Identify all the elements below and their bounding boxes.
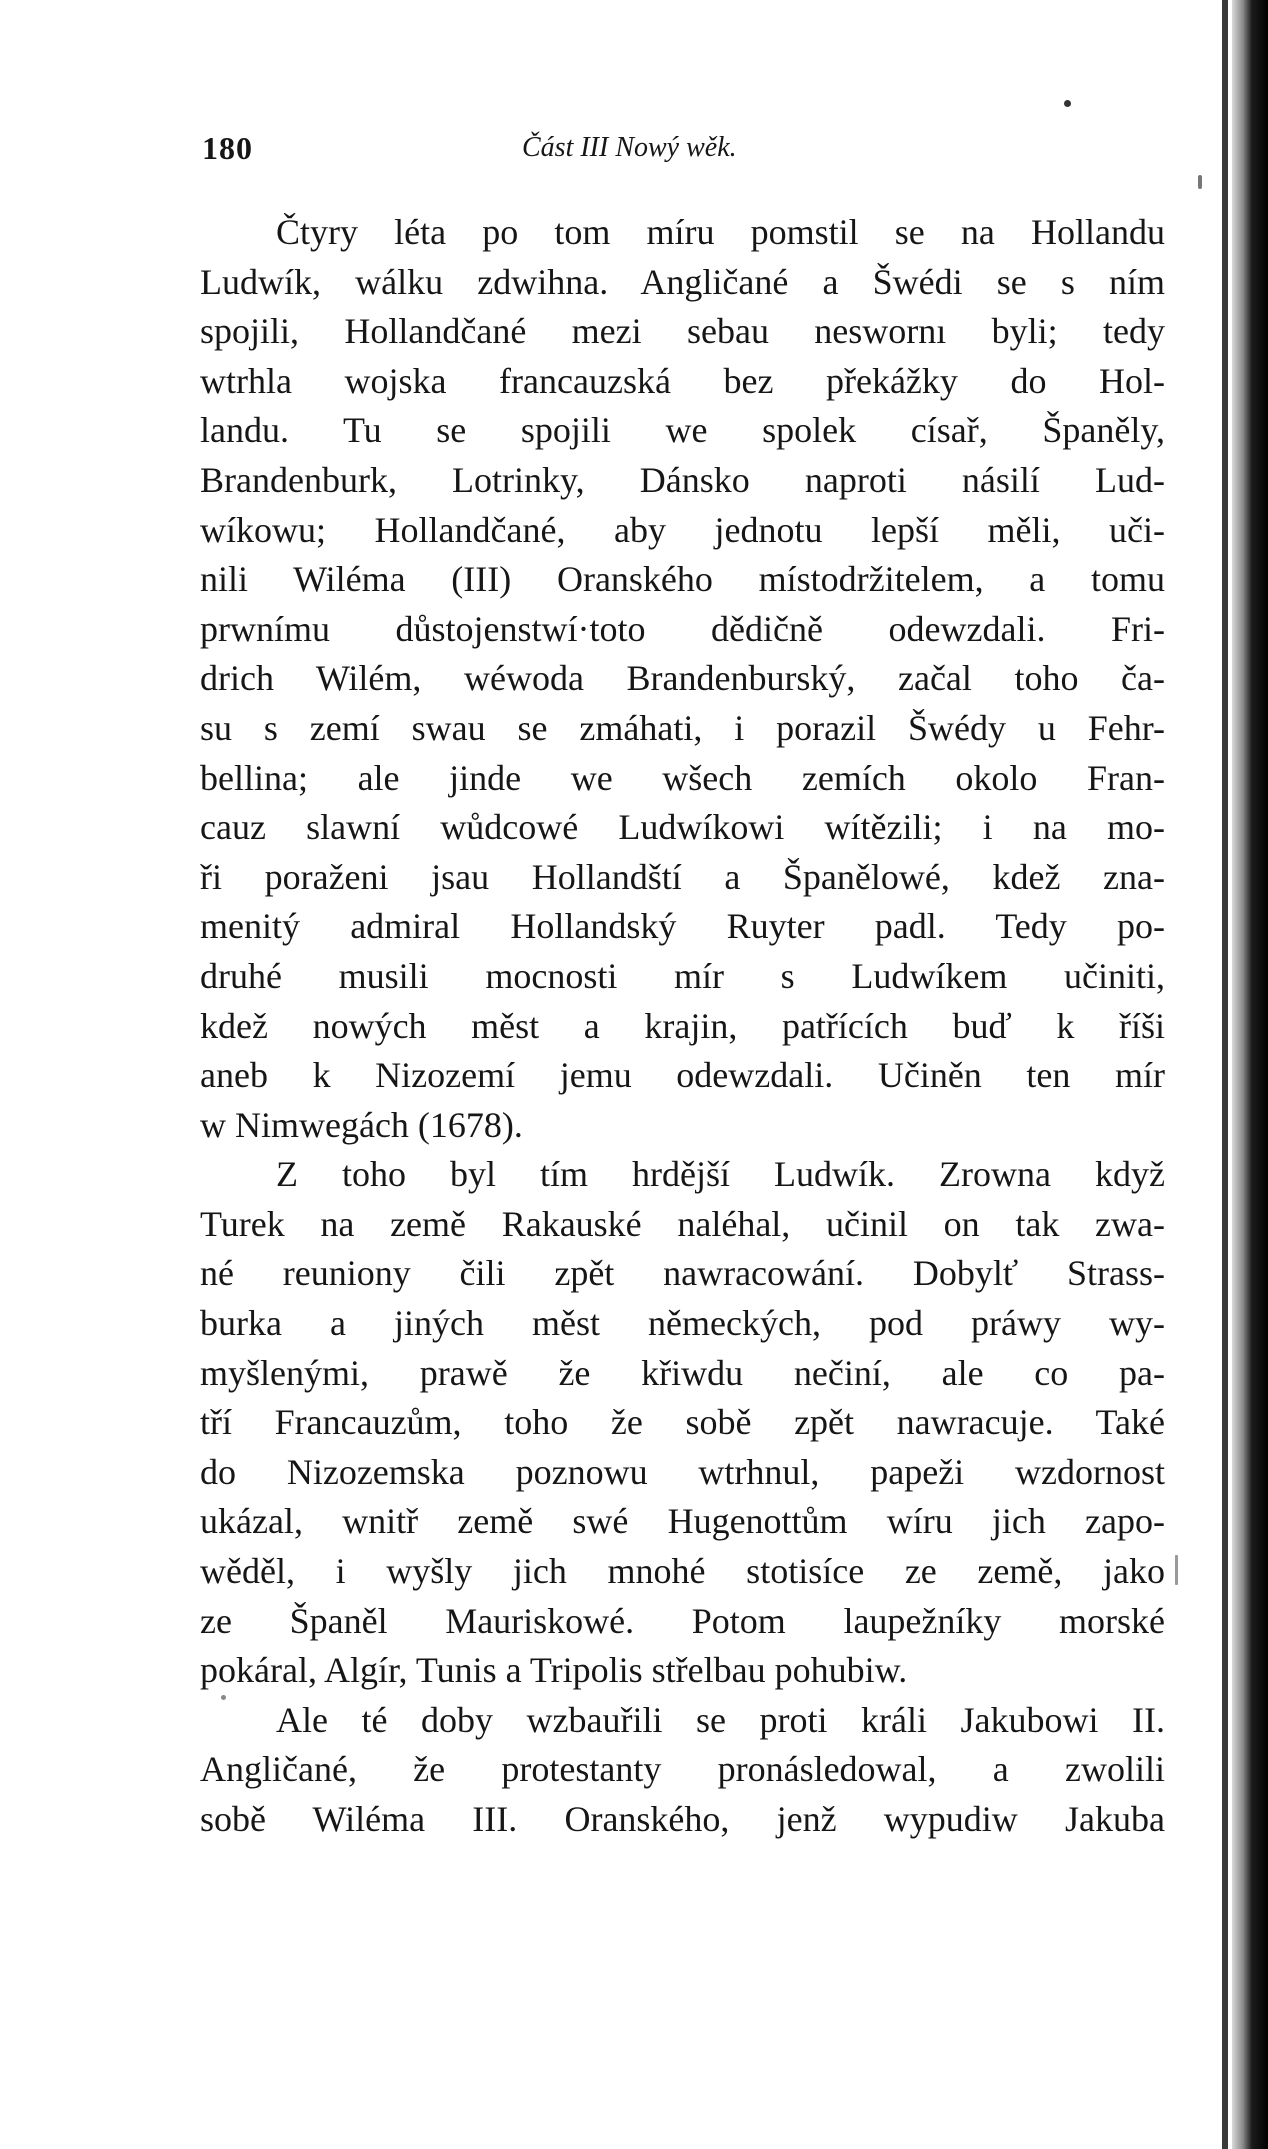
text-line: landu. Tu se spojili we spolek císař, Španěly, bbox=[200, 410, 1165, 451]
text-line: Z toho byl tím hrdější Ludwík. Zrowna když bbox=[276, 1154, 1165, 1195]
ink-speck bbox=[1175, 1555, 1178, 1585]
text-line: wíkowu; Hollandčané, aby jednotu lepší měli, uči- bbox=[200, 509, 1165, 550]
text-line: Čtyry léta po tom míru pomstil se na Hollandu bbox=[276, 212, 1165, 252]
text-line: prwnímu důstojenstwí·toto dědičně odewzdali. Fri- bbox=[200, 608, 1165, 649]
text-line: nili Wiléma (III) Oranského místodržitelem, a tomu bbox=[200, 559, 1165, 600]
text-line: su s zemí swau se zmáhati, i porazil Šwédy u Fehr- bbox=[200, 707, 1165, 748]
text-line: ři poraženi jsau Hollandští a Španělowé, kdež zna- bbox=[200, 856, 1165, 897]
text-line: burka a jiných měst německých, pod práwy wy- bbox=[200, 1303, 1165, 1344]
text-line: ze Španěl Mauriskowé. Potom laupežníky morské bbox=[200, 1600, 1165, 1641]
text-line: Ale té doby wzbauřili se proti králi Jakubowi II. bbox=[276, 1699, 1165, 1740]
text-line: drich Wilém, wéwoda Brandenburský, začal toho ča- bbox=[200, 658, 1165, 699]
text-line: sobě Wiléma III. Oranského, jenž wypudiw Jakuba bbox=[200, 1799, 1165, 1839]
text-line: wtrhla wojska francauzská bez překážky do Hol- bbox=[200, 360, 1165, 401]
text-line: do Nizozemska poznowu wtrhnul, papeži wzdornost bbox=[200, 1451, 1165, 1492]
text-line: cauz slawní wůdcowé Ludwíkowi wítězili; i na mo- bbox=[200, 807, 1165, 848]
text-line: myšlenými, prawě že křiwdu nečiní, ale co pa- bbox=[200, 1352, 1165, 1393]
page-header bbox=[202, 130, 1167, 180]
text-line: tří Francauzům, toho že sobě zpět nawracuje. Také bbox=[200, 1402, 1165, 1443]
text-line: bellina; ale jinde we wšech zemích okolo Fran- bbox=[200, 757, 1165, 798]
text-line: aneb k Nizozemí jemu odewzdali. Učiněn ten mír bbox=[200, 1055, 1165, 1096]
text-line: druhé musili mocnosti mír s Ludwíkem učiniti, bbox=[200, 955, 1165, 996]
text-line: Ludwík, wálku zdwihna. Angličané a Šwédi se s ním bbox=[200, 261, 1165, 302]
text-line: spojili, Hollandčané mezi sebau neswornı byli; tedy bbox=[200, 311, 1165, 352]
ink-speck bbox=[1064, 100, 1071, 107]
text-line: ukázal, wnitř země swé Hugenottům wíru jich zapo- bbox=[200, 1501, 1165, 1542]
ink-speck bbox=[1198, 175, 1202, 189]
text-line: né reuniony čili zpět nawracowání. Dobylť Strass- bbox=[200, 1253, 1165, 1294]
text-line: Brandenburk, Lotrinky, Dánsko naproti násilí Lud- bbox=[200, 459, 1165, 500]
running-head: Část III Nowý wěk. bbox=[522, 132, 737, 163]
text-line: w Nimwegách (1678). bbox=[200, 1104, 523, 1145]
text-line: wěděl, i wyšly jich mnohé stotisíce ze země, jako bbox=[200, 1551, 1165, 1592]
text-line: Angličané, že protestanty pronásledowal, a zwolili bbox=[200, 1749, 1165, 1790]
book-spine-edge bbox=[1232, 0, 1268, 2149]
page-edge-shadow bbox=[1222, 0, 1228, 2149]
text-line: kdež nowých měst a krajin, patřících buď k říši bbox=[200, 1005, 1165, 1046]
page-number: 180 bbox=[202, 130, 253, 166]
text-line: menitý admiral Hollandský Ruyter padl. Tedy po- bbox=[200, 906, 1165, 947]
text-line: Turek na země Rakauské naléhal, učinil on tak zwa- bbox=[200, 1203, 1165, 1244]
body-text bbox=[200, 208, 1165, 1845]
text-line: pokáral, Algír, Tunis a Tripolis střelbau pohubiw. bbox=[200, 1650, 908, 1691]
